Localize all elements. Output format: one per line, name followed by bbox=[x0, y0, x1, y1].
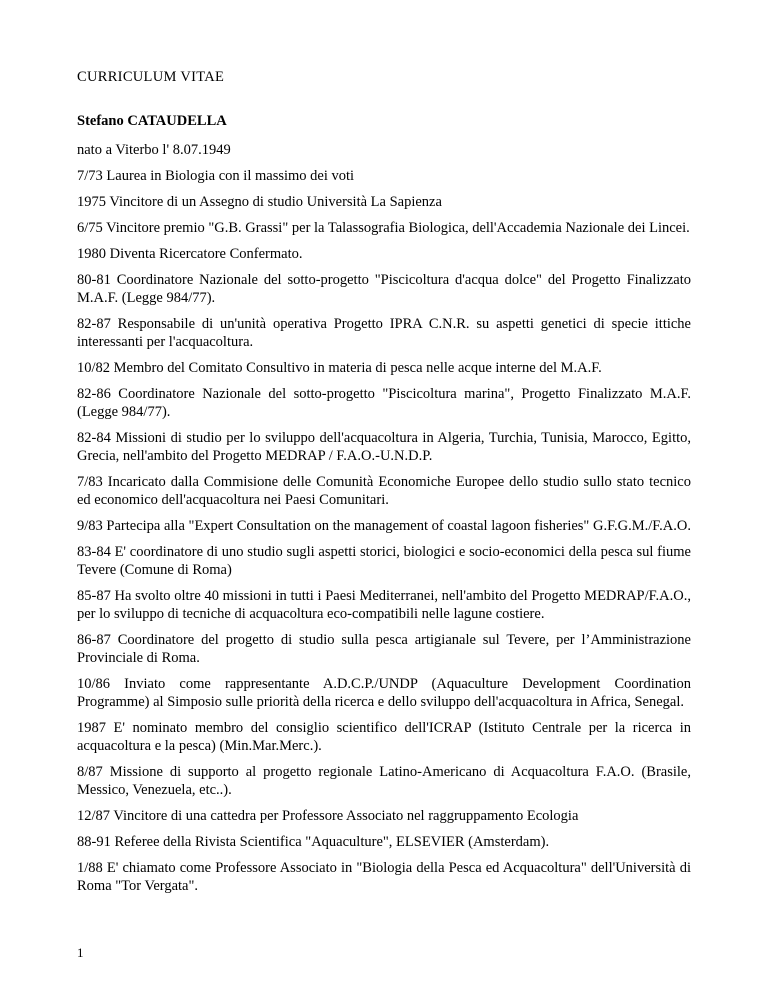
cv-entry: 83-84 E' coordinatore di uno studio sugli aspetti storici, biologici e socio-economici della pesca sul fiume Tevere (Comune di Roma) bbox=[77, 544, 691, 578]
cv-entry: 1987 E' nominato membro del consiglio scientifico dell'ICRAP (Istituto Centrale per la ricerca in acquacoltura e la pesca) (Min.Mar.Merc.). bbox=[77, 720, 691, 754]
document-heading: CURRICULUM VITAE bbox=[77, 69, 225, 85]
cv-entry: 80-81 Coordinatore Nazionale del sotto-progetto "Piscicoltura d'acqua dolce" del Progetto Finalizzato M.A.F. (Legge 984/77). bbox=[77, 272, 691, 306]
cv-entry: 85-87 Ha svolto oltre 40 missioni in tutti i Paesi Mediterranei, nell'ambito del Progetto MEDRAP/F.A.O., per lo sviluppo di tecniche di acquacoltura eco-compatibili nelle lagune costiere. bbox=[77, 588, 691, 622]
cv-entry: 86-87 Coordinatore del progetto di studio sulla pesca artigianale sul Tevere, per l’Amministrazione Provinciale di Roma. bbox=[77, 632, 691, 666]
cv-entry: 88-91 Referee della Rivista Scientifica "Aquaculture", ELSEVIER (Amsterdam). bbox=[77, 834, 550, 850]
cv-entry: 7/83 Incaricato dalla Commisione delle Comunità Economiche Europee dello studio sullo stato tecnico ed economico dell'acquacoltura nei Paesi Comunitari. bbox=[77, 474, 691, 508]
cv-entry: 10/86 Inviato come rappresentante A.D.C.P./UNDP (Aquaculture Development Coordination Programme) al Simposio sulle priorità della ricerca e dello sviluppo dell'acquacoltura in Africa, Senegal. bbox=[77, 676, 691, 710]
cv-entry: 82-87 Responsabile di un'unità operativa Progetto IPRA C.N.R. su aspetti genetici di specie ittiche interessanti per l'acquacoltura. bbox=[77, 316, 691, 350]
person-name: Stefano CATAUDELLA bbox=[77, 113, 227, 129]
cv-entry: 1980 Diventa Ricercatore Confermato. bbox=[77, 246, 303, 262]
cv-entry-birth: nato a Viterbo l' 8.07.1949 bbox=[77, 142, 231, 158]
cv-entry: 1975 Vincitore di un Assegno di studio Università La Sapienza bbox=[77, 194, 442, 210]
cv-entry: 12/87 Vincitore di una cattedra per Professore Associato nel raggruppamento Ecologia bbox=[77, 808, 579, 824]
cv-entry: 10/82 Membro del Comitato Consultivo in materia di pesca nelle acque interne del M.A.F. bbox=[77, 360, 602, 376]
cv-entry: 8/87 Missione di supporto al progetto regionale Latino-Americano di Acquacoltura F.A.O. (Brasile, Messico, Venezuela, etc..). bbox=[77, 764, 691, 798]
cv-entry: 9/83 Partecipa alla "Expert Consultation on the management of coastal lagoon fisheries" G.F.G.M./F.A.O. bbox=[77, 518, 691, 534]
cv-entry: 6/75 Vincitore premio "G.B. Grassi" per la Talassografia Biologica, dell'Accademia Nazionale dei Lincei. bbox=[77, 220, 690, 236]
page-number: 1 bbox=[77, 945, 84, 960]
cv-entry: 82-84 Missioni di studio per lo sviluppo dell'acquacoltura in Algeria, Turchia, Tunisia, Marocco, Egitto, Grecia, nell'ambito del Progetto MEDRAP / F.A.O.-U.N.D.P. bbox=[77, 430, 691, 464]
cv-entry: 1/88 E' chiamato come Professore Associato in "Biologia della Pesca ed Acquacoltura" dell'Università di Roma "Tor Vergata". bbox=[77, 860, 691, 894]
cv-entry: 82-86 Coordinatore Nazionale del sotto-progetto "Piscicoltura marina", Progetto Finalizzato M.A.F. (Legge 984/77). bbox=[77, 386, 691, 420]
cv-entries bbox=[77, 141, 691, 903]
cv-entry: 7/73 Laurea in Biologia con il massimo dei voti bbox=[77, 168, 355, 184]
